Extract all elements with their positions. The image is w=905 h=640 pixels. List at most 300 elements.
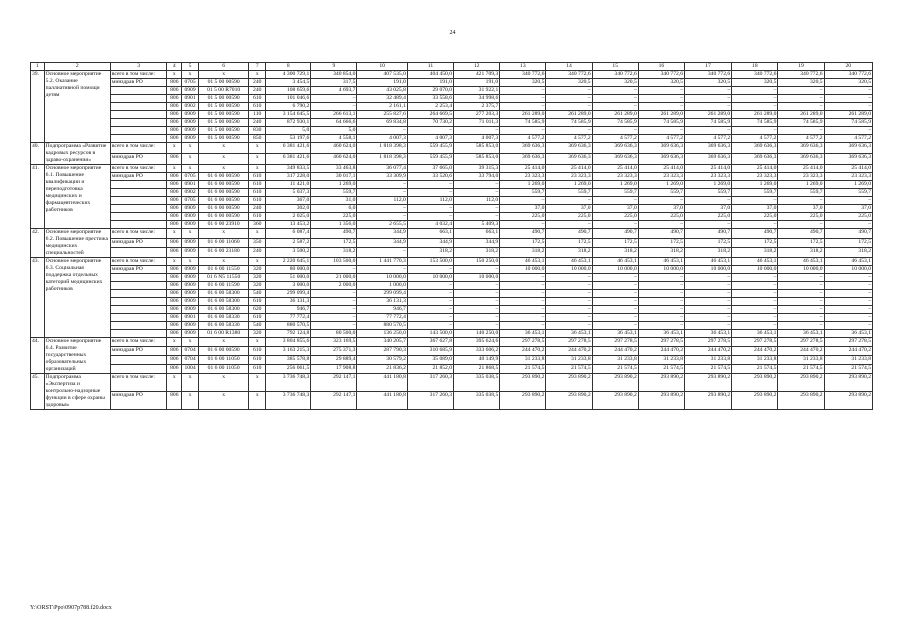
amount-cell: 317 260,3 xyxy=(407,392,453,410)
amount-cell: – xyxy=(638,298,684,306)
amount-cell: 23 323,3 xyxy=(592,173,638,181)
amount-cell: – xyxy=(684,290,731,298)
budget-code-cell: 01 6 00 00590 xyxy=(198,347,248,356)
amount-cell: 43 025,8 xyxy=(357,87,407,95)
budget-code-cell: 01 6 00 11550 xyxy=(198,266,248,274)
amount-cell: 37 665,0 xyxy=(407,165,453,173)
column-number-cell: 17 xyxy=(684,63,731,71)
amount-cell: 261 289,0 xyxy=(824,111,872,119)
amount-cell: 490,7 xyxy=(546,229,592,239)
amount-cell: 36 453,1 xyxy=(592,330,638,338)
amount-cell: – xyxy=(638,221,684,229)
item-number: 42. xyxy=(31,229,45,258)
amount-cell: – xyxy=(357,181,407,189)
amount-cell: – xyxy=(638,290,684,298)
amount-cell: – xyxy=(500,221,546,229)
executor-cell: всего в том числе: xyxy=(110,258,167,266)
amount-cell: 21 574,5 xyxy=(732,365,778,374)
amount-cell: 4 577,2 xyxy=(684,135,731,143)
budget-code-cell: 610 xyxy=(249,347,266,356)
amount-cell: 663,1 xyxy=(407,229,453,239)
amount-cell: 36 131,3 xyxy=(357,298,407,306)
budget-code-cell: 0909 xyxy=(182,87,199,95)
amount-cell: – xyxy=(592,87,638,95)
amount-cell: 31 233,8 xyxy=(824,356,872,365)
amount-cell: – xyxy=(778,95,824,103)
budget-code-cell: х xyxy=(249,229,266,239)
amount-cell: 36 453,1 xyxy=(638,330,684,338)
amount-cell: – xyxy=(546,221,592,229)
amount-cell: 25 414,0 xyxy=(778,165,824,173)
amount-cell: 112,0 xyxy=(454,197,500,205)
budget-code-cell: 610 xyxy=(249,213,266,221)
amount-cell: – xyxy=(454,322,500,330)
amount-cell: 407 535,0 xyxy=(357,71,407,79)
amount-cell: – xyxy=(778,290,824,298)
amount-cell: 25 414,0 xyxy=(592,165,638,173)
executor-cell xyxy=(110,248,167,258)
amount-cell: 4 577,2 xyxy=(500,135,546,143)
amount-cell: – xyxy=(592,95,638,103)
amount-cell: – xyxy=(684,95,731,103)
executor-cell: минздрав РО xyxy=(110,266,167,274)
executor-cell xyxy=(110,181,167,189)
amount-cell: 33 463,8 xyxy=(311,165,357,173)
amount-cell: 317 228,0 xyxy=(266,173,311,181)
activity-name: Основное мероприятие 6.1. Повышение квалификации и переподготовка медицинских и фармацевтических работников xyxy=(44,165,110,229)
budget-code-cell: 0909 xyxy=(182,111,199,119)
amount-cell: 21 868,5 xyxy=(454,365,500,374)
budget-code-cell: 0909 xyxy=(182,282,199,290)
amount-cell: – xyxy=(732,282,778,290)
amount-cell: 103 500,0 xyxy=(311,258,357,266)
column-number-cell: 8 xyxy=(266,63,311,71)
budget-code-cell: х xyxy=(182,374,199,392)
column-number-cell: 2 xyxy=(44,63,110,71)
amount-cell: – xyxy=(311,290,357,298)
amount-cell: 266 613,1 xyxy=(311,111,357,119)
table-row xyxy=(31,181,873,189)
amount-cell: 293 890,2 xyxy=(732,392,778,410)
amount-cell: – xyxy=(778,322,824,330)
budget-code-cell: 0909 xyxy=(182,266,199,274)
amount-cell: 261 289,0 xyxy=(638,111,684,119)
amount-cell: 340 854,0 xyxy=(311,71,357,79)
amount-cell: 490,7 xyxy=(732,229,778,239)
budget-code-cell: 806 xyxy=(167,347,182,356)
amount-cell: 31 233,8 xyxy=(732,356,778,365)
amount-cell: 10 000,0 xyxy=(778,266,824,274)
amount-cell: – xyxy=(824,103,872,111)
budget-code-cell: 01 6 00 11590 xyxy=(198,282,248,290)
budget-code-cell: 620 xyxy=(249,306,266,314)
activity-name: Основное мероприятие 5.2. Оказание паллиативной помощи детям xyxy=(44,71,110,143)
amount-cell: – xyxy=(684,103,731,111)
executor-cell xyxy=(110,103,167,111)
amount-cell: 293 890,2 xyxy=(500,392,546,410)
amount-cell: 46 453,1 xyxy=(684,258,731,266)
budget-code-cell: х xyxy=(182,258,199,266)
amount-cell: 318,2 xyxy=(684,248,731,258)
amount-cell: 490,7 xyxy=(592,229,638,239)
table-row xyxy=(31,282,873,290)
amount-cell: 74 585,9 xyxy=(684,119,731,127)
amount-cell: 172,5 xyxy=(824,238,872,248)
budget-code-cell: х xyxy=(198,71,248,79)
budget-code-cell: 0909 xyxy=(182,274,199,282)
amount-cell: 318,2 xyxy=(546,248,592,258)
budget-code-cell: х xyxy=(182,154,199,165)
budget-code-cell: 806 xyxy=(167,79,182,87)
budget-code-cell: х xyxy=(167,258,182,266)
amount-cell: 77 772,4 xyxy=(266,314,311,322)
budget-code-cell: х xyxy=(182,392,199,410)
amount-cell: 441 180,8 xyxy=(357,392,407,410)
amount-cell: 297 278,5 xyxy=(546,338,592,347)
amount-cell: 792 124,8 xyxy=(266,330,311,338)
budget-code-cell: 0901 xyxy=(182,314,199,322)
amount-cell: – xyxy=(357,127,407,135)
amount-cell: – xyxy=(684,274,731,282)
page-number: 24 xyxy=(449,30,456,36)
amount-cell: – xyxy=(732,322,778,330)
budget-code-cell: 240 xyxy=(249,87,266,95)
table-row xyxy=(31,229,873,239)
budget-code-cell: 610 xyxy=(249,365,266,374)
table-row xyxy=(31,266,873,274)
amount-cell: 31 233,8 xyxy=(500,356,546,365)
amount-cell: 35 089,0 xyxy=(407,356,453,365)
amount-cell: 36 453,1 xyxy=(500,330,546,338)
amount-cell: – xyxy=(454,282,500,290)
amount-cell: 25 414,0 xyxy=(684,165,731,173)
amount-cell: – xyxy=(592,298,638,306)
amount-cell: 2 587,2 xyxy=(266,238,311,248)
amount-cell: 302,0 xyxy=(266,205,311,213)
amount-cell: – xyxy=(684,282,731,290)
budget-code-cell: 806 xyxy=(167,95,182,103)
budget-code-cell: 01 6 00 R1380 xyxy=(198,330,248,338)
amount-cell: 46 453,1 xyxy=(732,258,778,266)
budget-code-cell: 806 xyxy=(167,119,182,127)
amount-cell: 335 038,5 xyxy=(454,392,500,410)
amount-cell: 340 772,6 xyxy=(824,71,872,79)
amount-cell: – xyxy=(638,274,684,282)
amount-cell: – xyxy=(824,95,872,103)
amount-cell: – xyxy=(407,290,453,298)
amount-cell: – xyxy=(500,127,546,135)
amount-cell: 340 772,6 xyxy=(732,71,778,79)
amount-cell: 23 323,3 xyxy=(500,173,546,181)
budget-code-cell: 320 xyxy=(249,274,266,282)
amount-cell: 46 453,1 xyxy=(546,258,592,266)
amount-cell: 264 669,5 xyxy=(407,111,453,119)
amount-cell: 1 269,0 xyxy=(824,181,872,189)
amount-cell: 323 169,5 xyxy=(311,338,357,347)
executor-cell xyxy=(110,298,167,306)
budget-code-cell: 610 xyxy=(249,189,266,197)
amount-cell: – xyxy=(592,103,638,111)
amount-cell: 191,0 xyxy=(407,79,453,87)
amount-cell: 77 772,4 xyxy=(357,314,407,322)
amount-cell: – xyxy=(454,127,500,135)
amount-cell: 369 636,3 xyxy=(778,143,824,154)
amount-cell: 244 470,2 xyxy=(824,347,872,356)
amount-cell: – xyxy=(311,314,357,322)
amount-cell: – xyxy=(407,282,453,290)
amount-cell: – xyxy=(638,282,684,290)
amount-cell: – xyxy=(500,298,546,306)
amount-cell: 559 455,9 xyxy=(407,143,453,154)
amount-cell: 2 000,0 xyxy=(311,282,357,290)
amount-cell: 367,0 xyxy=(266,197,311,205)
amount-cell: – xyxy=(778,103,824,111)
amount-cell: – xyxy=(824,274,872,282)
column-number-cell: 15 xyxy=(592,63,638,71)
amount-cell: 37,0 xyxy=(684,205,731,213)
executor-cell: минздрав РО xyxy=(110,347,167,356)
budget-code-cell: х xyxy=(182,338,199,347)
amount-cell: 261 289,0 xyxy=(546,111,592,119)
budget-code-cell: 0909 xyxy=(182,238,199,248)
budget-code-cell: 240 xyxy=(249,205,266,213)
amount-cell: 21 574,5 xyxy=(824,365,872,374)
amount-cell: – xyxy=(638,127,684,135)
executor-cell xyxy=(110,356,167,365)
budget-code-cell: 540 xyxy=(249,322,266,330)
table-row xyxy=(31,135,873,143)
amount-cell: 292 147,1 xyxy=(311,392,357,410)
budget-code-cell: 806 xyxy=(167,282,182,290)
amount-cell: – xyxy=(311,266,357,274)
amount-cell: 23 323,3 xyxy=(546,173,592,181)
amount-cell: – xyxy=(592,314,638,322)
amount-cell: 5,0 xyxy=(311,127,357,135)
amount-cell: 39 315,3 xyxy=(454,165,500,173)
budget-code-cell: 806 xyxy=(167,181,182,189)
executor-cell xyxy=(110,189,167,197)
amount-cell: – xyxy=(732,197,778,205)
amount-cell: 255 827,6 xyxy=(357,111,407,119)
amount-cell: 318,2 xyxy=(732,248,778,258)
budget-code-cell: 806 xyxy=(167,314,182,322)
amount-cell: – xyxy=(546,306,592,314)
amount-cell: – xyxy=(824,298,872,306)
amount-cell: 53 197,6 xyxy=(266,135,311,143)
budget-code-cell: 806 xyxy=(167,290,182,298)
budget-code-cell: 01 6 00 00590 xyxy=(198,189,248,197)
amount-cell: 320,5 xyxy=(500,79,546,87)
amount-cell: 2 655,5 xyxy=(357,221,407,229)
file-path-footer: Y:\ORST\Ppo\0907p788.f20.docx xyxy=(30,605,112,611)
column-number-cell: 5 xyxy=(182,63,199,71)
budget-code-cell: х xyxy=(249,165,266,173)
amount-cell: 225,0 xyxy=(592,213,638,221)
executor-cell xyxy=(110,119,167,127)
amount-cell: 320,5 xyxy=(732,79,778,87)
amount-cell: 293 890,2 xyxy=(684,392,731,410)
amount-cell: 3 736 748,3 xyxy=(266,392,311,410)
executor-cell xyxy=(110,135,167,143)
executor-cell xyxy=(110,111,167,119)
amount-cell: 293 890,2 xyxy=(684,374,731,392)
amount-cell: 31 922,1 xyxy=(454,87,500,95)
column-number-cell: 20 xyxy=(824,63,872,71)
amount-cell: 559,7 xyxy=(311,189,357,197)
table-row xyxy=(31,143,873,154)
amount-cell: 946,7 xyxy=(357,306,407,314)
amount-cell: 36 131,3 xyxy=(266,298,311,306)
amount-cell: 21 574,5 xyxy=(638,365,684,374)
amount-cell: – xyxy=(454,181,500,189)
amount-cell: 292 147,1 xyxy=(311,374,357,392)
amount-cell: 293 890,2 xyxy=(824,392,872,410)
amount-cell: 31 233,8 xyxy=(546,356,592,365)
amount-cell: – xyxy=(407,266,453,274)
amount-cell: – xyxy=(500,95,546,103)
amount-cell: 71 011,3 xyxy=(454,119,500,127)
amount-cell: 244 470,2 xyxy=(684,347,731,356)
amount-cell: 172,5 xyxy=(778,238,824,248)
amount-cell: 191,0 xyxy=(454,79,500,87)
budget-code-cell: 320 xyxy=(249,330,266,338)
amount-cell: – xyxy=(732,298,778,306)
amount-cell: 369 636,3 xyxy=(592,143,638,154)
amount-cell: 1 269,0 xyxy=(546,181,592,189)
amount-cell: 225,0 xyxy=(311,213,357,221)
amount-cell: 318,2 xyxy=(500,248,546,258)
amount-cell: 10 000,0 xyxy=(454,274,500,282)
budget-code-cell: 0909 xyxy=(182,221,199,229)
column-number-cell: 3 xyxy=(110,63,167,71)
budget-code-cell: х xyxy=(167,338,182,347)
amount-cell: – xyxy=(778,221,824,229)
table-row xyxy=(31,314,873,322)
amount-cell: 51 000,0 xyxy=(266,274,311,282)
amount-cell: – xyxy=(592,290,638,298)
executor-cell xyxy=(110,314,167,322)
amount-cell: 6 087,4 xyxy=(266,229,311,239)
amount-cell: 2 161,1 xyxy=(357,103,407,111)
amount-cell: 108 659,6 xyxy=(266,87,311,95)
amount-cell: 17 908,8 xyxy=(311,365,357,374)
budget-code-cell: х xyxy=(198,165,248,173)
budget-code-cell: х xyxy=(182,229,199,239)
budget-code-cell: 01 6 00 00590 xyxy=(198,213,248,221)
amount-cell: – xyxy=(732,127,778,135)
amount-cell: 344,9 xyxy=(454,238,500,248)
item-number: 44. xyxy=(31,338,45,374)
amount-cell: 369 636,3 xyxy=(638,143,684,154)
amount-cell: 1 269,0 xyxy=(500,181,546,189)
amount-cell: 340 772,6 xyxy=(500,71,546,79)
amount-cell: – xyxy=(546,314,592,322)
amount-cell: 2 375,7 xyxy=(454,103,500,111)
amount-cell: 46 453,1 xyxy=(592,258,638,266)
amount-cell: 143 500,0 xyxy=(407,330,453,338)
amount-cell: 6 381 421,6 xyxy=(266,154,311,165)
budget-code-cell: 0909 xyxy=(182,248,199,258)
amount-cell: 225,0 xyxy=(684,213,731,221)
budget-code-cell: 01 6 00 00590 xyxy=(198,197,248,205)
amount-cell: – xyxy=(592,221,638,229)
amount-cell: – xyxy=(454,314,500,322)
amount-cell: 3 736 748,3 xyxy=(266,374,311,392)
budget-code-cell: 806 xyxy=(167,248,182,258)
amount-cell: 404 450,0 xyxy=(407,71,453,79)
amount-cell: 299 099,4 xyxy=(357,290,407,298)
budget-code-cell: 0902 xyxy=(182,189,199,197)
amount-cell: 261 289,0 xyxy=(684,111,731,119)
amount-cell: – xyxy=(684,314,731,322)
amount-cell: 37,0 xyxy=(546,205,592,213)
budget-code-cell: 0909 xyxy=(182,298,199,306)
amount-cell: – xyxy=(732,221,778,229)
budget-code-cell: х xyxy=(249,392,266,410)
budget-code-cell: 0909 xyxy=(182,290,199,298)
amount-cell: 340 772,6 xyxy=(778,71,824,79)
budget-code-cell: 0902 xyxy=(182,103,199,111)
amount-cell: 21 574,5 xyxy=(500,365,546,374)
budget-code-cell: 350 xyxy=(249,238,266,248)
executor-cell xyxy=(110,205,167,213)
amount-cell: 490,7 xyxy=(500,229,546,239)
amount-cell: 460 624,0 xyxy=(311,143,357,154)
amount-cell: 172,5 xyxy=(638,238,684,248)
amount-cell: 36 077,4 xyxy=(357,165,407,173)
amount-cell: 225,0 xyxy=(778,213,824,221)
amount-cell: 340 772,6 xyxy=(592,71,638,79)
amount-cell: 112,0 xyxy=(357,197,407,205)
amount-cell: – xyxy=(407,298,453,306)
amount-cell: – xyxy=(824,87,872,95)
amount-cell: – xyxy=(407,205,453,213)
amount-cell: – xyxy=(732,274,778,282)
amount-cell: 37,0 xyxy=(778,205,824,213)
amount-cell: 11 421,0 xyxy=(266,181,311,189)
budget-code-cell: 0909 xyxy=(182,119,199,127)
table-row xyxy=(31,205,873,213)
table-row xyxy=(31,347,873,356)
amount-cell: – xyxy=(546,103,592,111)
column-number-cell: 18 xyxy=(732,63,778,71)
column-number-row xyxy=(31,63,873,71)
amount-cell: 23 323,3 xyxy=(732,173,778,181)
amount-cell: 369 636,3 xyxy=(592,154,638,165)
amount-cell: – xyxy=(546,197,592,205)
amount-cell: 333 606,2 xyxy=(454,347,500,356)
amount-cell: 261 289,0 xyxy=(732,111,778,119)
amount-cell: 559,7 xyxy=(638,189,684,197)
executor-cell xyxy=(110,306,167,314)
amount-cell: – xyxy=(454,205,500,213)
table-row xyxy=(31,322,873,330)
amount-cell: 74 585,9 xyxy=(778,119,824,127)
amount-cell: 585 853,0 xyxy=(454,143,500,154)
amount-cell: 37,0 xyxy=(592,205,638,213)
amount-cell: 1 818 398,3 xyxy=(357,154,407,165)
amount-cell: – xyxy=(592,282,638,290)
amount-cell: 244 470,2 xyxy=(778,347,824,356)
amount-cell: – xyxy=(592,322,638,330)
table-row xyxy=(31,119,873,127)
amount-cell: – xyxy=(824,314,872,322)
budget-code-cell: х xyxy=(198,338,248,347)
budget-code-cell: х xyxy=(198,374,248,392)
amount-cell: 244 470,2 xyxy=(500,347,546,356)
amount-cell: 2 220 645,1 xyxy=(266,258,311,266)
executor-cell: всего в том числе: xyxy=(110,229,167,239)
